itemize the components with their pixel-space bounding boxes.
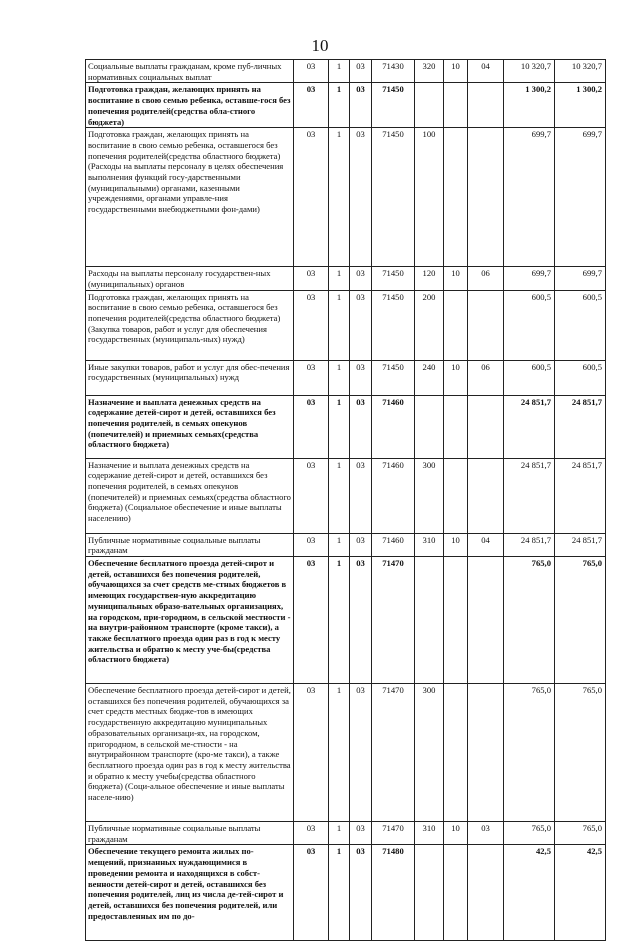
table-row: [86, 290, 606, 360]
code-program: 1: [329, 267, 350, 290]
code-item: 71460: [372, 458, 415, 533]
code-subprogram: 03: [350, 128, 372, 267]
code-program: 1: [329, 83, 350, 128]
amount-2: 765,0: [555, 557, 606, 684]
subsection: [468, 83, 504, 128]
section: [444, 684, 468, 822]
amount-2: 765,0: [555, 684, 606, 822]
table-row: [86, 458, 606, 533]
subsection: [468, 290, 504, 360]
row-name: Подготовка граждан, желающих принять на воспитание в свою семью ребенка, оставшегося без попечения родителей(средства областного бюджета) (Расходы на выплаты персоналу в целях обеспечения выполнения функций госу-дарственными (муниципальными) органами, казенными учреждениями, органами управле-ния государственными внебюджетными фон-дами): [86, 128, 294, 267]
code-program: 1: [329, 290, 350, 360]
table-row: [86, 128, 606, 267]
page-number: 10: [311, 36, 329, 55]
row-name: Назначение и выплата денежных средств на содержание детей-сирот и детей, оставшихся без попечения родителей, в семьях опекунов (попечителей) и приемных семьях(средства областного бюджета) (Социальное обеспечение и иные выплаты населению): [86, 458, 294, 533]
code-ministry: 03: [294, 128, 329, 267]
amount-2: 1 300,2: [555, 83, 606, 128]
table-row: [86, 533, 606, 556]
code-ministry: 03: [294, 395, 329, 458]
table-row: [86, 822, 606, 845]
section: [444, 395, 468, 458]
amount-1: 765,0: [504, 557, 555, 684]
subsection: [468, 557, 504, 684]
budget-table: [85, 59, 606, 941]
subsection: 06: [468, 267, 504, 290]
code-program: 1: [329, 360, 350, 395]
amount-2: 600,5: [555, 290, 606, 360]
table-row: [86, 845, 606, 941]
section: [444, 128, 468, 267]
amount-1: 600,5: [504, 360, 555, 395]
code-item: 71450: [372, 290, 415, 360]
row-name: Публичные нормативные социальные выплаты гражданам: [86, 533, 294, 556]
subsection: 04: [468, 533, 504, 556]
table-row: [86, 83, 606, 128]
code-program: 1: [329, 458, 350, 533]
amount-2: 24 851,7: [555, 533, 606, 556]
table-row: [86, 557, 606, 684]
expense-type: 310: [415, 533, 444, 556]
subsection: 06: [468, 360, 504, 395]
amount-2: 24 851,7: [555, 395, 606, 458]
section: [444, 458, 468, 533]
code-subprogram: 03: [350, 267, 372, 290]
code-item: 71470: [372, 557, 415, 684]
expense-type: 200: [415, 290, 444, 360]
row-name: Публичные нормативные социальные выплаты гражданам: [86, 822, 294, 845]
code-subprogram: 03: [350, 60, 372, 83]
amount-1: 765,0: [504, 684, 555, 822]
code-ministry: 03: [294, 822, 329, 845]
amount-1: 765,0: [504, 822, 555, 845]
code-item: 71450: [372, 360, 415, 395]
code-subprogram: 03: [350, 458, 372, 533]
code-program: 1: [329, 684, 350, 822]
amount-2: 600,5: [555, 360, 606, 395]
code-item: 71470: [372, 684, 415, 822]
subsection: 03: [468, 822, 504, 845]
table-row: [86, 360, 606, 395]
amount-2: 10 320,7: [555, 60, 606, 83]
expense-type: [415, 557, 444, 684]
amount-2: 24 851,7: [555, 458, 606, 533]
expense-type: [415, 83, 444, 128]
row-name: Социальные выплаты гражданам, кроме пуб-личных нормативных социальных выплат: [86, 60, 294, 83]
section: [444, 83, 468, 128]
amount-1: 699,7: [504, 267, 555, 290]
section: 10: [444, 360, 468, 395]
code-subprogram: 03: [350, 822, 372, 845]
code-ministry: 03: [294, 533, 329, 556]
code-program: 1: [329, 822, 350, 845]
amount-1: 24 851,7: [504, 533, 555, 556]
code-program: 1: [329, 60, 350, 83]
table-row: [86, 684, 606, 822]
code-item: 71450: [372, 267, 415, 290]
table-row: [86, 395, 606, 458]
expense-type: 240: [415, 360, 444, 395]
code-ministry: 03: [294, 458, 329, 533]
expense-type: 100: [415, 128, 444, 267]
subsection: [468, 128, 504, 267]
code-ministry: 03: [294, 360, 329, 395]
code-ministry: 03: [294, 60, 329, 83]
code-item: 71460: [372, 395, 415, 458]
code-subprogram: 03: [350, 395, 372, 458]
section: [444, 290, 468, 360]
code-ministry: 03: [294, 845, 329, 941]
subsection: [468, 458, 504, 533]
row-name: Назначение и выплата денежных средств на содержание детей-сирот и детей, оставшихся без попечения родителей, в семьях опекунов (попечителей) и приемных семьях(средства областного бюджета): [86, 395, 294, 458]
amount-1: 42,5: [504, 845, 555, 941]
code-ministry: 03: [294, 684, 329, 822]
section: [444, 557, 468, 684]
amount-1: 600,5: [504, 290, 555, 360]
code-ministry: 03: [294, 290, 329, 360]
code-program: 1: [329, 395, 350, 458]
row-name: Подготовка граждан, желающих принять на воспитание в свою семью ребенка, оставше-гося без попечения родителей(средства обла-стного бюджета): [86, 83, 294, 128]
subsection: 04: [468, 60, 504, 83]
row-name: Иные закупки товаров, работ и услуг для обес-печения государственных (муниципальных) нужд: [86, 360, 294, 395]
code-subprogram: 03: [350, 533, 372, 556]
section: 10: [444, 822, 468, 845]
code-subprogram: 03: [350, 360, 372, 395]
code-program: 1: [329, 128, 350, 267]
code-program: 1: [329, 533, 350, 556]
expense-type: 310: [415, 822, 444, 845]
subsection: [468, 684, 504, 822]
amount-1: 24 851,7: [504, 395, 555, 458]
code-ministry: 03: [294, 557, 329, 684]
table-row: [86, 60, 606, 83]
section: 10: [444, 533, 468, 556]
row-name: Обеспечение бесплатного проезда детей-сирот и детей, оставшихся без попечения родителей, обучающихся за счет средств ме-стных бюджетов в имеющих государствен-ную аккредитацию муниципальных образо-вательных организациях, на городском, при-городном, в сельской местности - на внутри-районном транспорте (кроме такси), а также бесплатного проезда один раз в год к месту жительства и обратно к месту уче-бы(средства областного бюджета): [86, 557, 294, 684]
code-subprogram: 03: [350, 684, 372, 822]
code-subprogram: 03: [350, 290, 372, 360]
amount-2: 699,7: [555, 128, 606, 267]
code-subprogram: 03: [350, 557, 372, 684]
row-name: Обеспечение бесплатного проезда детей-сирот и детей, оставшихся без попечения родителей, обучающихся за счет средств местных бюдже-тов в имеющих государственную аккредитацию муниципальных образовательных организаци-ях, на городском, пригородном, в сельской ме-стности - на внутрирайонном транспорте (кро-ме такси), а также бесплатного проезда один раз в год к месту жительства и обратно к месту учебы(средства областного бюджета) (Соци-альное обеспечение и иные выплаты населе-нию): [86, 684, 294, 822]
code-item: 71450: [372, 128, 415, 267]
subsection: [468, 395, 504, 458]
code-subprogram: 03: [350, 845, 372, 941]
code-item: 71480: [372, 845, 415, 941]
row-name: Обеспечение текущего ремонта жилых по-мещений, признанных нуждающимися в проведении ремонта и находящихся в собст-венности детей-сирот и детей, оставшихся без попечения родителей, лиц из числа де-тей-сирот и детей, оставшихся без попечения родителей, или предоставленных им по до-: [86, 845, 294, 941]
code-ministry: 03: [294, 267, 329, 290]
amount-2: 699,7: [555, 267, 606, 290]
table-row: [86, 267, 606, 290]
code-item: 71460: [372, 533, 415, 556]
section: 10: [444, 60, 468, 83]
code-ministry: 03: [294, 83, 329, 128]
expense-type: 300: [415, 684, 444, 822]
amount-1: 24 851,7: [504, 458, 555, 533]
code-item: 71450: [372, 83, 415, 128]
section: 10: [444, 267, 468, 290]
row-name: Подготовка граждан, желающих принять на воспитание в свою семью ребенка, оставшегося без попечения родителей(средства областного бюджета) (Закупка товаров, работ и услуг для обеспечения государственных (муниципаль-ных) нужд): [86, 290, 294, 360]
expense-type: 320: [415, 60, 444, 83]
section: [444, 845, 468, 941]
expense-type: 300: [415, 458, 444, 533]
code-subprogram: 03: [350, 83, 372, 128]
code-program: 1: [329, 845, 350, 941]
subsection: [468, 845, 504, 941]
row-name: Расходы на выплаты персоналу государствен-ных (муниципальных) органов: [86, 267, 294, 290]
amount-1: 10 320,7: [504, 60, 555, 83]
expense-type: [415, 395, 444, 458]
code-program: 1: [329, 557, 350, 684]
amount-2: 765,0: [555, 822, 606, 845]
amount-1: 1 300,2: [504, 83, 555, 128]
code-item: 71470: [372, 822, 415, 845]
expense-type: [415, 845, 444, 941]
amount-1: 699,7: [504, 128, 555, 267]
amount-2: 42,5: [555, 845, 606, 941]
code-item: 71430: [372, 60, 415, 83]
expense-type: 120: [415, 267, 444, 290]
